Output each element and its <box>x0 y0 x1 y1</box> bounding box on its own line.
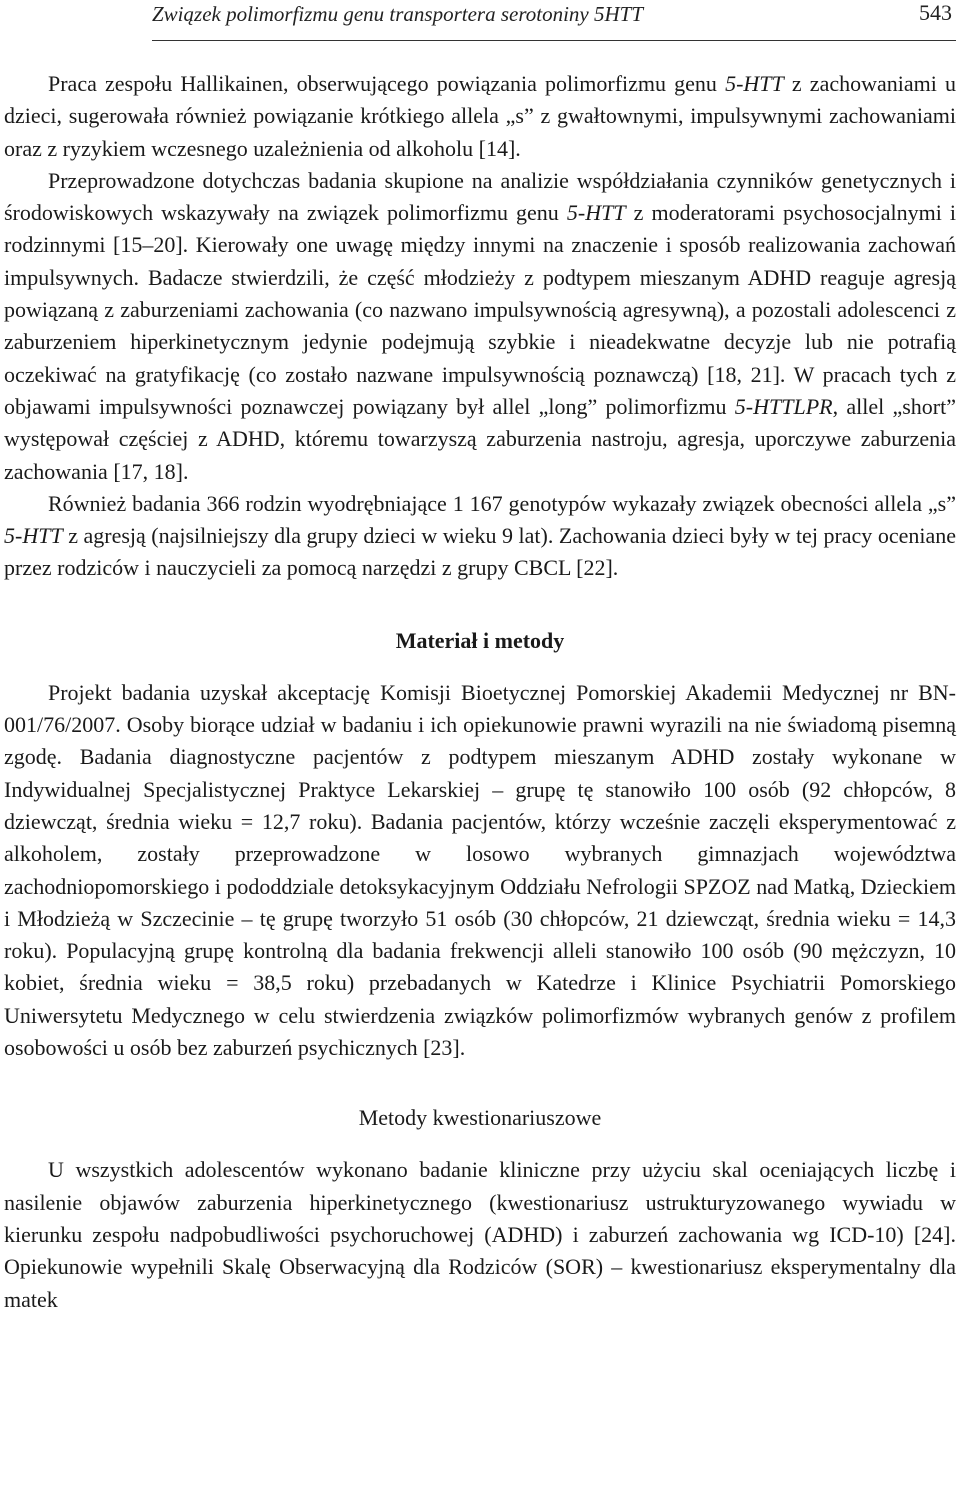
page-number: 543 <box>919 0 952 25</box>
subsection-heading-questionnaires: Metody kwestionariuszowe <box>358 1105 602 1131</box>
paragraph-interaction-studies: Przeprowadzone dotychczas badania skupione na analizie współdziałania czynników genetycznych i środowiskowych wskazywały na związek polimorfizmu genu 5-HTT z moderatorami psychosocjalnymi i rodzinnymi [15–20]. Kierowały one uwagę między innymi na znaczenie i sposób realizowania zachowań impulsywnych. Badacze stwierdzili, że część młodzieży z podtypem mieszanym ADHD reaguje agresją powiązaną z zaburzeniami zachowania (co nazwano impulsywnością agresywną), a pozostali adolescenci z zaburzeniem hiperkinetycznym jedynie podejmują szybkie i nieadekwatne decyzje lub nie potrafią oczekiwać na gratyfikację (co zostało nazwane impulsywnością poznawczą) [18, 21]. W pracach tych z objawami impulsywności poznawczej powiązany był allel „long” polimorfizmu 5-HTTLPR, allel „short” występował częściej z ADHD, któremu towarzyszą zaburzenia nastroju, agresja, uporczywe zaburzenia zachowania [17, 18]. <box>4 167 957 484</box>
section-heading-methods: Materiał i metody <box>395 627 565 653</box>
paragraph-project: Projekt badania uzyskał akceptację Komisji Bioetycznej Pomorskiej Akademii Medycznej nr BN-001/76/2007. Osoby biorące udział w badaniu i ich opiekunowie prawni wyrazili na nie świadomą pisemną zgodę. Badania diagnostyczne pacjentów z podtypem mieszanym ADHD zostały wykonane w Indywidualnej Specjalistycznej Praktyce Lekarskiej – grupę tę stanowiło 100 osób (92 chłopców, 8 dziewcząt, średnia wieku = 12,7 roku). Badania pacjentów, którzy wcześnie zaczęli eksperymentować z alkoholem, zostały przeprowadzone w losowo wybranych gimnazjach województwa zachodniopomorskiego i pododdziale detoksykacyjnym Oddziału Nefrologii SPZOZ nad Matką, Dzieckiem i Młodzieżą w Szczecinie – tę grupę tworzyło 51 osób (30 chłopców, 21 dziewcząt, średnia wieku = 14,3 roku). Populacyjną grupę kontrolną dla badania frekwencji alleli stanowiło 100 osób (90 mężczyzn, 10 kobiet, średnia wieku = 38,5 roku) przebadanych w Katedrze i Klinice Psychiatrii Pomorskiego Uniwersytetu Medycznego w celu stwierdzenia związków polimorfizmów wybranych genów z profilem osobowości u osób bez zaburzeń psychicznych [23]. <box>4 679 956 1061</box>
paragraph-questionnaires: U wszystkich adolescentów wykonano badanie kliniczne przy użyciu skal oceniających liczbę i nasilenie objawów zaburzenia hiperkinetycznego (kwestionariusz ustrukturyzowanego wywiadu w kierunku zespołu nadpobudliwości psychoruchowej (ADHD) i zaburzeń zachowania wg ICD-10) [24]. Opiekunowie wypełnili Skalę Obserwacyjną dla Rodziców (SOR) – kwestionariusz eksperymentalny dla matek <box>4 1157 956 1312</box>
paragraph-366-families: Również badania 366 rodzin wyodrębniające 1 167 genotypów wykazały związek obecności allela „s” 5-HTT z agresją (najsilniejszy dla grupy dzieci w wieku 9 lat). Zachowania dzieci były w tej pracy oceniane przez rodziców i nauczycieli za pomocą narzędzi z grupy CBCL [22]. <box>4 490 956 581</box>
paragraph-hallikainen: Praca zespołu Hallikainen, obserwującego powiązania polimorfizmu genu 5-HTT z zachowaniami u dzieci, sugerowała również powiązanie krótkiego allela „s” z gwałtownymi, impulsywnymi zachowaniami oraz z ryzykiem wczesnego uzależnienia od alkoholu [14]. Przeprowadzone dotychczas badania skupione na analizie współdziałania czynników genetycznych i środowiskowych wskazywały na związek polimorfizmu genu 5-HTT z moderatorami psychosocjalnymi i rodzinnymi [15–20]. Kierowały one uwagę między innymi na znaczenie i sposób realizowania zachowań impulsywnych. Badacze stwierdzili, że część młodzieży z podtypem mieszanym ADHD reaguje agresją powiązaną z zaburzeniami zachowania (co nazwano impulsywnością agresywną), a pozostali adolescenci z zaburzeniem hiperkinetycznym jedynie podejmują szybkie i nieadekwatne decyzje lub nie potrafią oczekiwać na gratyfikację (co zostało nazwane impulsywnością poznawczą) [18, 21]. W pracach tych z objawami impulsywności poznawczej powiązany był allel „long” polimorfizmu 5-HTTLPR, allel „short” występował częściej z ADHD, któremu towarzyszą zaburzenia nastroju, agresja, uporczywe zaburzenia zachowania [17, 18]. Również badania 366 rodzin wyodrębniające 1 167 genotypów wykazały związek obecności allela „s” 5-HTT z agresją (najsilniejszy dla grupy dzieci w wieku 9 lat). Zachowania dzieci były w tej pracy oceniane przez rodziców i nauczycieli za pomocą narzędzi z grupy CBCL [22]. <box>4 71 957 581</box>
running-head-title: Związek polimorfizmu genu transportera serotoniny 5HTT <box>152 2 643 26</box>
running-head <box>152 0 956 41</box>
body-text <box>4 68 956 1316</box>
